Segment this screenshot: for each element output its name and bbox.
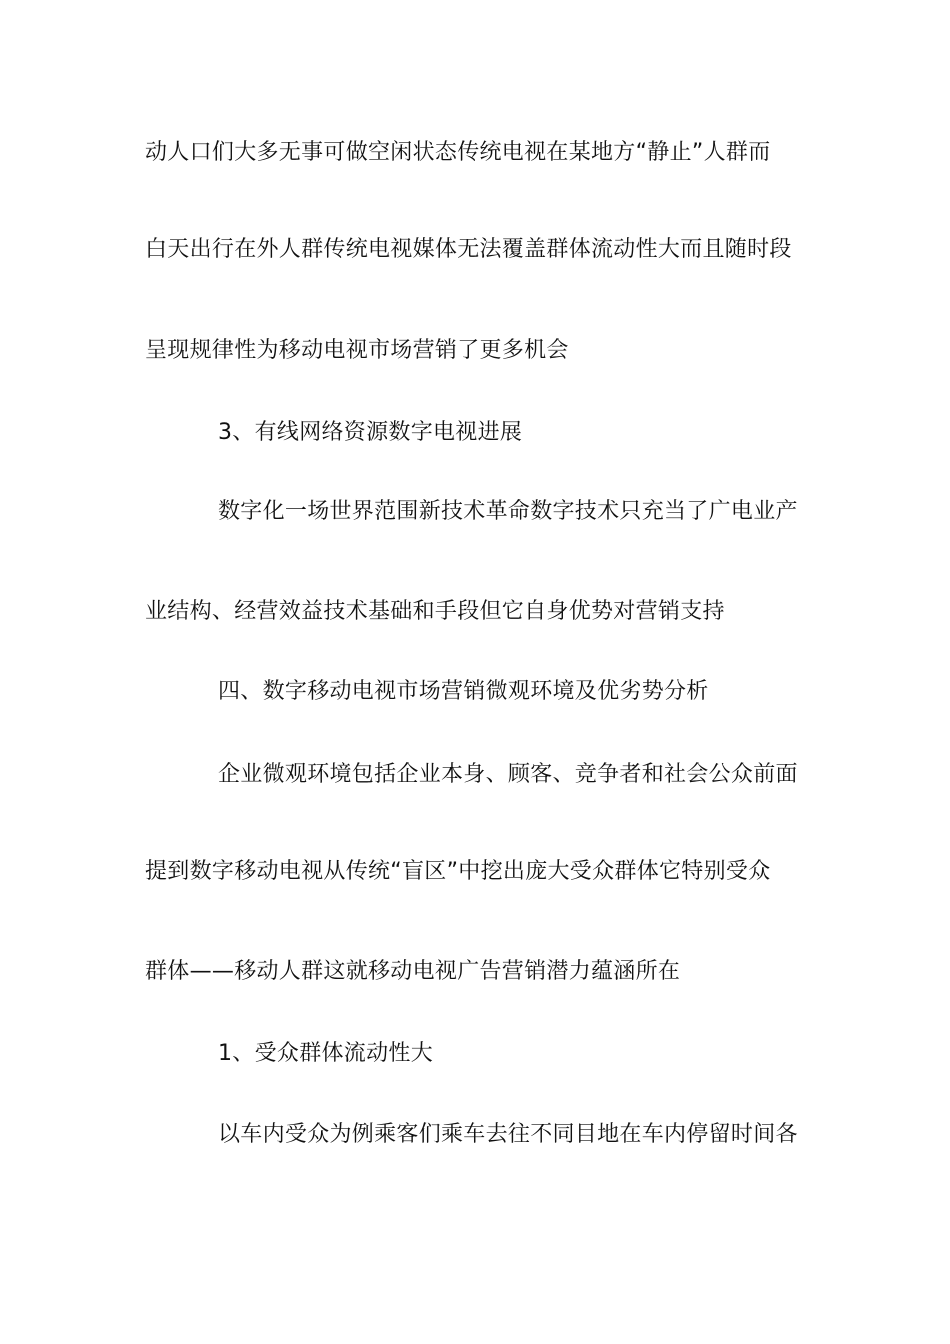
paragraph-line: 企业微观环境包括企业本身、顾客、竞争者和社会公众前面 xyxy=(218,762,798,787)
paragraph-line: 白天出行在外人群传统电视媒体无法覆盖群体流动性大而且随时段 xyxy=(145,237,792,262)
paragraph-line: 动人口们大多无事可做空闲状态传统电视在某地方“静止”人群而 xyxy=(145,140,771,165)
section-heading: 1、受众群体流动性大 xyxy=(218,1041,433,1066)
paragraph-line: 呈现规律性为移动电视市场营销了更多机会 xyxy=(145,338,569,363)
paragraph-line: 数字化一场世界范围新技术革命数字技术只充当了广电业产 xyxy=(218,499,798,524)
section-heading: 3、有线网络资源数字电视进展 xyxy=(218,420,523,445)
paragraph-line: 提到数字移动电视从传统“盲区”中挖出庞大受众群体它特别受众 xyxy=(145,859,771,884)
paragraph-line: 业结构、经营效益技术基础和手段但它自身优势对营销支持 xyxy=(145,599,725,624)
section-heading: 四、数字移动电视市场营销微观环境及优劣势分析 xyxy=(218,679,709,704)
paragraph-line: 群体——移动人群这就移动电视广告营销潜力蕴涵所在 xyxy=(145,959,681,984)
paragraph-line: 以车内受众为例乘客们乘车去往不同目地在车内停留时间各 xyxy=(218,1122,798,1147)
